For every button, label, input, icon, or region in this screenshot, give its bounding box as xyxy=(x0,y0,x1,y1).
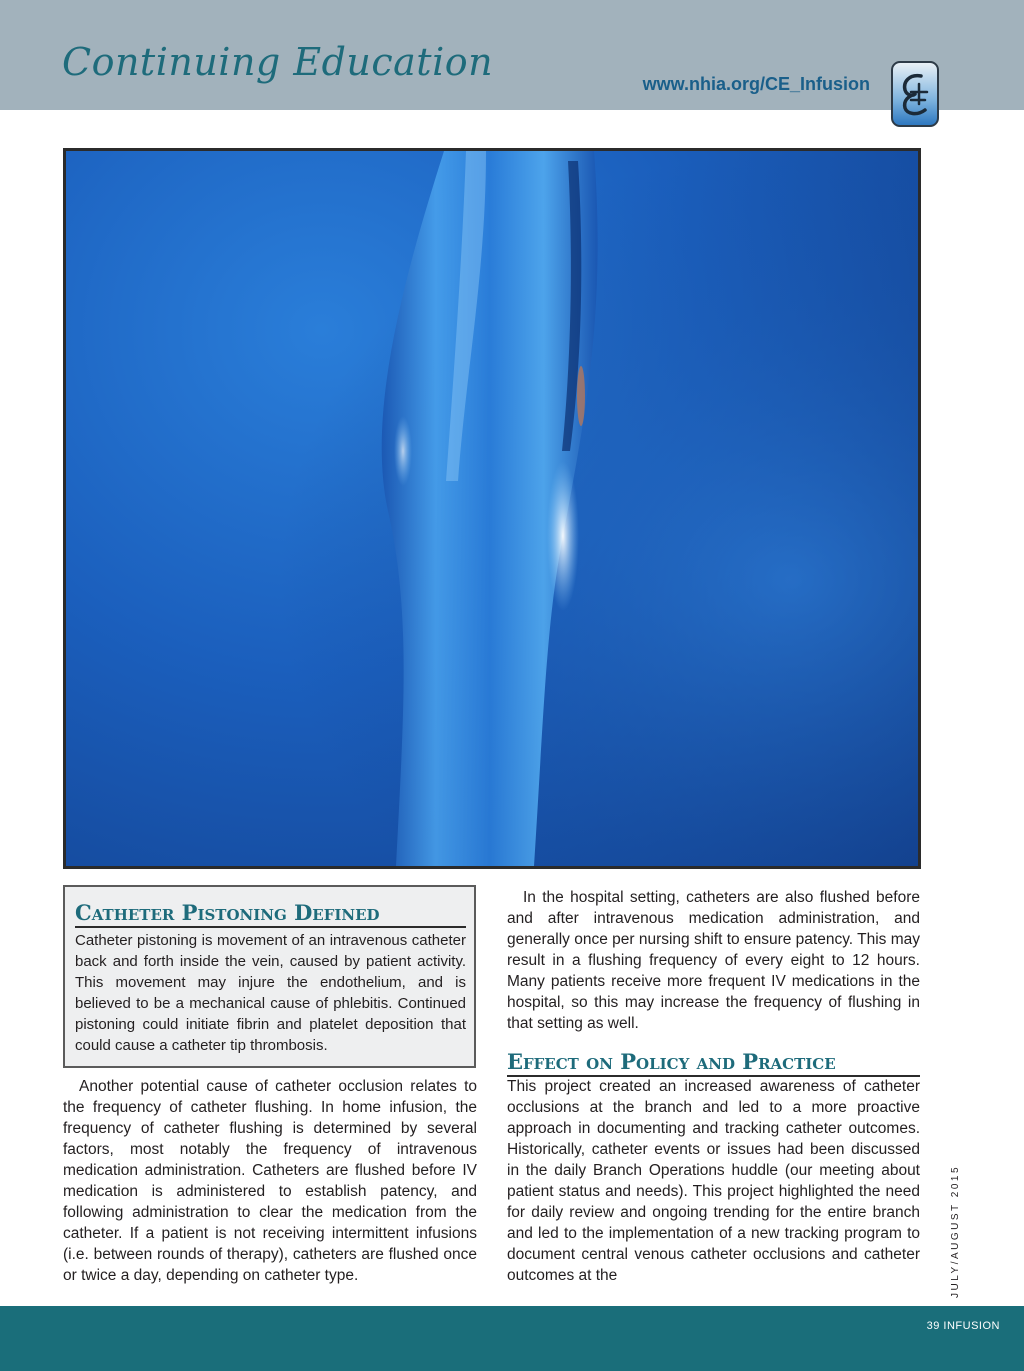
iv-tubing-image xyxy=(63,148,921,869)
page-header xyxy=(0,0,1024,110)
sidebar-heading: Catheter Pistoning Defined xyxy=(75,901,466,928)
page-number-label: 39 INFUSION xyxy=(926,1320,1000,1332)
sidebar-definition-box xyxy=(63,885,476,1068)
left-column-paragraph: Another potential cause of catheter occlusion relates to the frequency of catheter flushing. In home infusion, the frequency of catheter flushing is determined by several factors, most notably the frequency of intravenous medication administration. Catheters are flushed before IV medication is administered to establish patency, and following administration to clear the medication from the catheter. If a patient is not receiving intermittent infusions (i.e. between rounds of therapy), catheters are flushed once or twice a day, depending on catheter type. xyxy=(63,1078,477,1284)
header-url-link[interactable]: www.nhia.org/CE_Infusion xyxy=(642,74,870,94)
ce-logo-icon xyxy=(891,61,939,127)
header-title: Continuing Education xyxy=(62,40,494,84)
page-footer xyxy=(0,1306,1024,1371)
sidebar-body: Catheter pistoning is movement of an intravenous catheter back and forth inside the vein, caused by patient activity. This movement may injure the endothelium, and is believed to be a mechanical cause of phlebitis. Continued pistoning could initiate fibrin and platelet deposition that could cause a catheter tip thrombosis. xyxy=(75,932,466,1054)
right-column-paragraph: In the hospital setting, catheters are also flushed before and after intravenous medication administration, and generally once per nursing shift to ensure patency. This may result in a flushing frequency of every eight to 12 hours. Many patients receive more frequent IV medications in the hospital, so this may increase the frequency of flushing in that setting as well. xyxy=(507,889,920,1032)
section-heading: Effect on Policy and Practice xyxy=(507,1049,920,1077)
section-paragraph: This project created an increased awareness of catheter occlusions at the branch and led to a more proactive approach in documenting and tracking catheter outcomes. Historically, catheter events or issues had been discussed in the daily Branch Operations huddle (our meeting about patient status and needs). This project highlighted the need for daily review and ongoing trending for the entire branch and led to the implementation of a new tracking program to document central venous catheter occlusions and catheter outcomes at the xyxy=(507,1078,920,1284)
issue-date-label: JULY/AUGUST 2015 xyxy=(950,1164,961,1298)
